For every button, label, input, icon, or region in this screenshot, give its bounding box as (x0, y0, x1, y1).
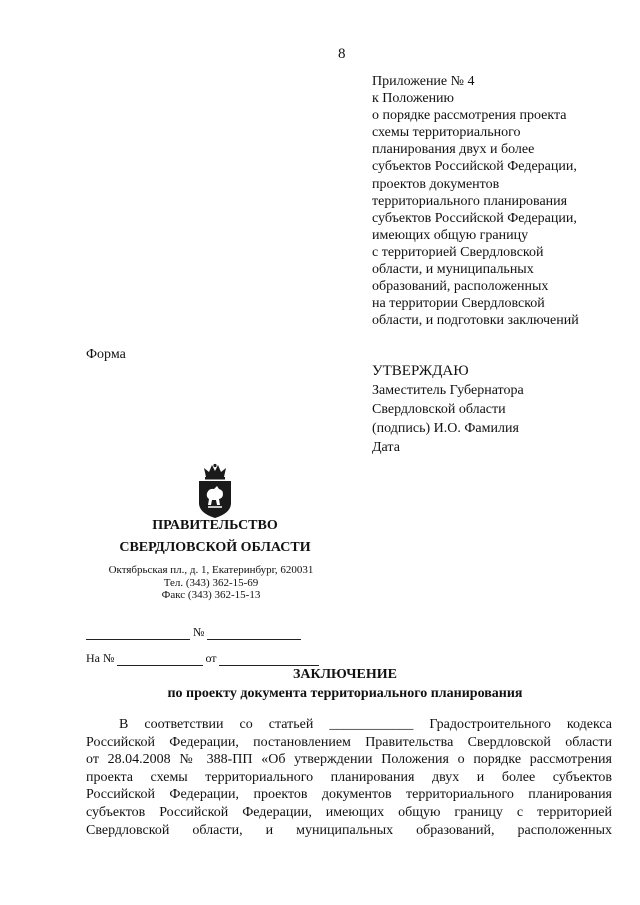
address-phone: Тел. (343) 362-15-69 (163, 576, 259, 589)
appendix-line: субъектов Российской Федерации, (372, 210, 577, 226)
body-line: В соответствии со статьей ____________ Градостроительного кодекса (119, 717, 612, 732)
appendix-line: территориального планирования (372, 193, 568, 209)
reference-line (86, 640, 319, 666)
appendix-line: к Положению (372, 91, 455, 107)
body-line: проекта схемы территориального планирования двух и более субъектов (86, 769, 612, 785)
body-line: Российской Федерации, проектов документов территориального планирования (86, 787, 612, 803)
body-line: Российской Федерации, постановлением Правительства Свердловской области (86, 734, 612, 750)
appendix-line: на территории Свердловской (372, 296, 545, 312)
appendix-line: образований, расположенных (372, 279, 549, 295)
government-line-2: СВЕРДЛОВСКОЙ ОБЛАСТИ (119, 540, 311, 555)
appendix-line: области, и подготовки заключений (372, 313, 579, 329)
body-line: субъектов Российской Федерации, имеющих общую границу с территорией (86, 804, 612, 820)
body-paragraph (86, 716, 612, 839)
appendix-line: имеющих общую границу (372, 227, 529, 243)
address-street: Октябрьская пл., д. 1, Екатеринбург, 620031 (108, 564, 314, 576)
appendix-line: субъектов Российской Федерации, (372, 159, 577, 175)
number-sign: № (193, 625, 205, 639)
approval-region: Свердловской области (372, 402, 506, 417)
page-number: 8 (338, 46, 346, 62)
appendix-header (372, 73, 634, 329)
approval-position: Заместитель Губернатора (372, 383, 524, 398)
date-blank (86, 627, 190, 640)
form-label: Форма (86, 347, 126, 362)
number-blank (207, 627, 301, 640)
body-line: Свердловской области, и муниципальных образований, расположенных (86, 822, 612, 838)
coat-of-arms-icon (194, 463, 236, 519)
appendix-line: с территорией Свердловской (372, 244, 544, 260)
body-line: от 28.04.2008 № 388-ПП «Об утверждении Положения о порядке рассмотрения (86, 752, 612, 768)
address-block (80, 564, 342, 602)
government-title (60, 515, 370, 559)
appendix-line: Приложение № 4 (372, 74, 475, 89)
outgoing-number-line (86, 614, 319, 640)
approval-signature: (подпись) И.О. Фамилия (372, 421, 519, 436)
approval-date: Дата (372, 440, 400, 455)
document-title: ЗАКЛЮЧЕНИЕ (292, 667, 398, 682)
registration-fields (86, 614, 319, 666)
appendix-line: планирования двух и более (372, 142, 535, 158)
approval-block (372, 362, 524, 457)
ref-label: На № (86, 651, 115, 665)
from-label: от (205, 651, 217, 665)
appendix-line: проектов документов (372, 176, 500, 192)
document-subtitle: по проекту документа территориального планирования (167, 686, 523, 701)
appendix-line: области, и муниципальных (372, 262, 534, 278)
appendix-line: схемы территориального (372, 125, 521, 141)
document-heading (0, 665, 640, 703)
approval-title: УТВЕРЖДАЮ (372, 363, 469, 379)
appendix-line: о порядке рассмотрения проекта (372, 108, 567, 124)
address-fax: Факс (343) 362-15-13 (161, 589, 261, 601)
government-line-1: ПРАВИТЕЛЬСТВО (152, 518, 278, 533)
